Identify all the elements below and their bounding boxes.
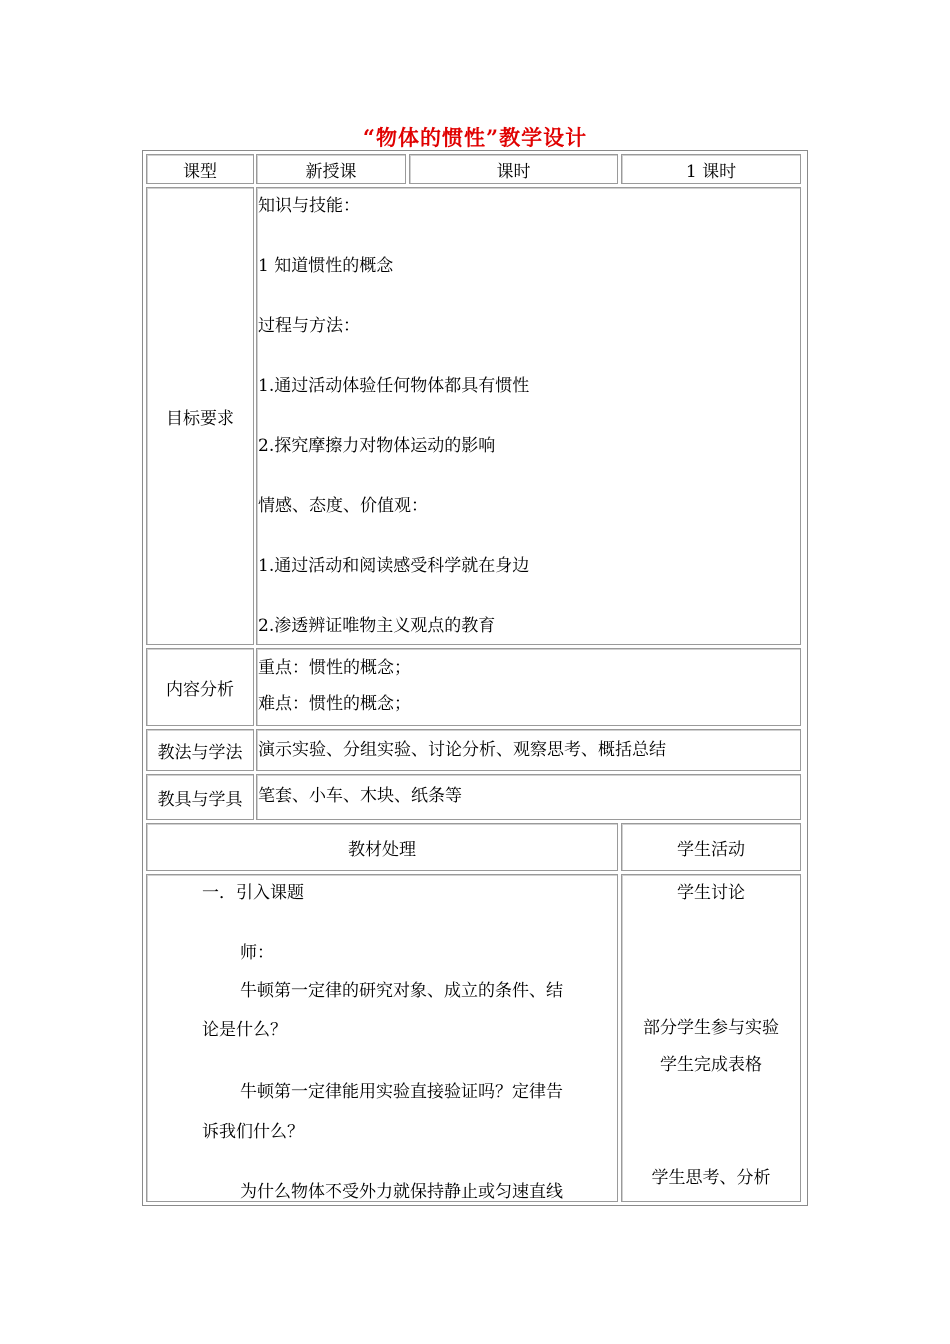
objective-line: 2.渗透辨证唯物主义观点的教育 <box>258 616 496 636</box>
course-type-value: 新授课 <box>256 154 406 184</box>
content-analysis-label: 内容分析 <box>146 648 254 726</box>
question-line: 牛顿第一定律能用实验直接验证吗？定律告 <box>240 1082 563 1102</box>
tools-content <box>256 774 801 820</box>
activity-item: 学生完成表格 <box>660 1055 762 1075</box>
section-heading: 一．引入课题 <box>202 883 304 903</box>
objective-line: 1.通过活动体验任何物体都具有惯性 <box>258 376 530 396</box>
objective-line: 知识与技能： <box>258 196 360 216</box>
key-point: 重点：惯性的概念； <box>258 658 411 678</box>
activity-item: 部分学生参与实验 <box>643 1018 779 1038</box>
objective-line: 过程与方法： <box>258 316 360 336</box>
activity-header: 学生活动 <box>621 823 801 871</box>
hours-label: 课时 <box>409 154 618 184</box>
objectives-label: 目标要求 <box>146 187 254 645</box>
question-line: 诉我们什么？ <box>202 1122 304 1142</box>
question-line: 为什么物体不受外力就保持静止或匀速直线 <box>240 1182 563 1202</box>
teacher-label: 师： <box>240 943 274 963</box>
objectives-content <box>256 187 801 645</box>
question-line: 论是什么？ <box>202 1020 287 1040</box>
tools-label: 教具与学具 <box>146 774 254 820</box>
tools-value: 笔套、小车、木块、纸条等 <box>258 786 462 806</box>
material-header: 教材处理 <box>146 823 618 871</box>
objective-line: 1.通过活动和阅读感受科学就在身边 <box>258 556 530 576</box>
page-title: “物体的惯性”教学设计 <box>362 125 588 150</box>
objective-line: 2.探究摩擦力对物体运动的影响 <box>258 436 496 456</box>
methods-value: 演示实验、分组实验、讨论分析、观察思考、概括总结 <box>258 740 666 760</box>
activity-content <box>621 874 801 1202</box>
objective-line: 1 知道惯性的概念 <box>258 256 394 276</box>
activity-item: 学生思考、分析 <box>651 1168 771 1188</box>
course-type-label: 课型 <box>146 154 254 184</box>
question-line: 牛顿第一定律的研究对象、成立的条件、结 <box>240 981 563 1001</box>
difficult-point: 难点：惯性的概念； <box>258 694 411 714</box>
methods-content <box>256 729 801 771</box>
content-analysis-content <box>256 648 801 726</box>
methods-label: 教法与学法 <box>146 729 254 771</box>
activity-item: 学生讨论 <box>677 883 745 903</box>
objective-line: 情感、态度、价值观： <box>258 496 428 516</box>
hours-value: 1 课时 <box>621 154 801 184</box>
material-content <box>146 874 618 1202</box>
